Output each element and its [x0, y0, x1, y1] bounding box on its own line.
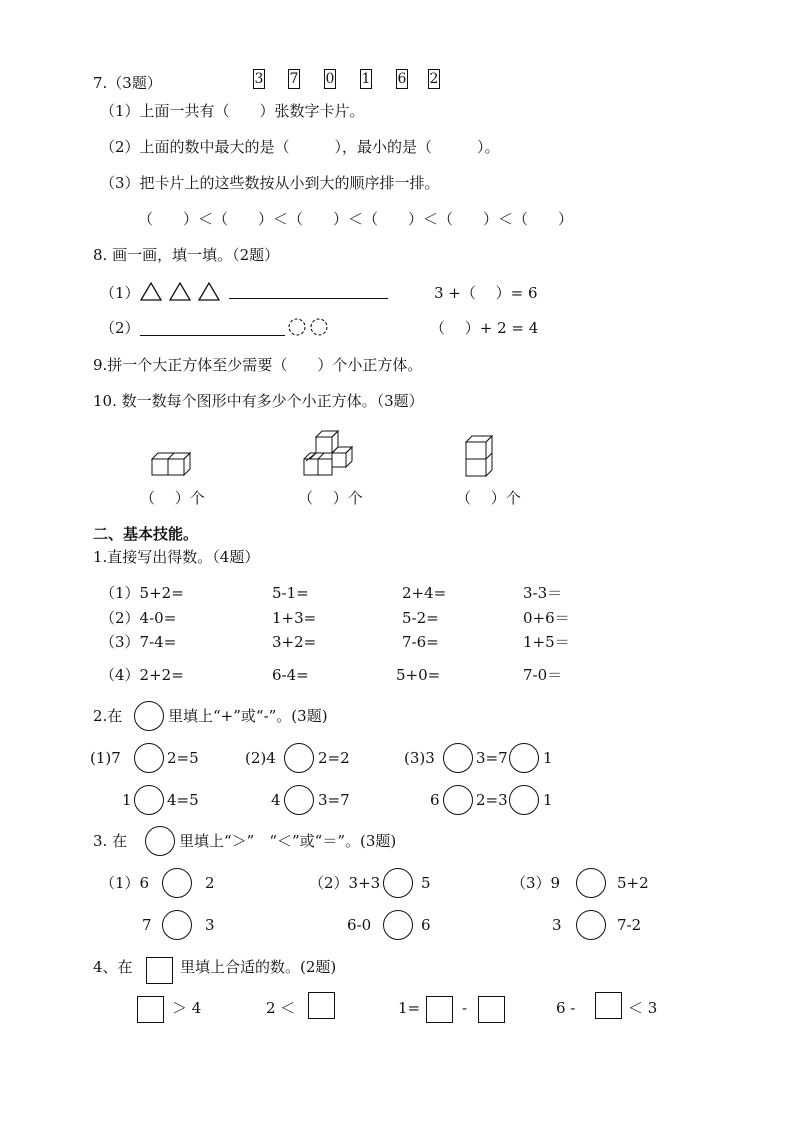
answer-circle[interactable]	[162, 868, 192, 898]
p1-heading: 1.直接写出得数。（4题）	[93, 548, 260, 566]
p3-heading-a: 3. 在	[93, 832, 128, 850]
p3-text: 2	[205, 874, 215, 892]
calc-item: （4）2+2=	[100, 666, 184, 684]
p3-text: （2）3+3	[309, 874, 381, 892]
p2-text: 1	[122, 791, 132, 809]
calc-item: 5+0=	[396, 666, 441, 684]
p2-heading-b: 里填上“+”或“-”。(3题)	[168, 707, 328, 725]
answer-circle[interactable]	[576, 868, 606, 898]
p3-text: 6-0	[347, 916, 372, 934]
answer-box[interactable]	[478, 996, 505, 1023]
q7-heading: 7.（3题）	[93, 74, 162, 92]
p3-text: 7-2	[617, 916, 642, 934]
calc-item: （3）7-4=	[100, 633, 177, 651]
digit-card: 7	[289, 71, 299, 87]
digit-card: 1	[361, 71, 371, 87]
answer-circle[interactable]	[383, 868, 413, 898]
q10-heading: 10. 数一数每个图形中有多少个小正方体。（3题）	[93, 392, 424, 410]
p2-text: 2=2	[318, 749, 350, 767]
p2-text: 4	[271, 791, 281, 809]
calc-item: 1+3=	[272, 609, 317, 627]
q7-sub1: （1）上面一共有（ ）张数字卡片。	[100, 102, 365, 120]
p3-text: 3	[205, 916, 215, 934]
p2-text: 6	[430, 791, 440, 809]
q8-row2-label: （2）	[100, 319, 140, 337]
answer-line[interactable]	[229, 298, 388, 299]
q8-eq1[interactable]: 3 +（ ）= 6	[434, 284, 538, 302]
calc-item: （2）4-0=	[100, 609, 177, 627]
p4-text: 6 -	[556, 999, 576, 1017]
q10-answer-3[interactable]: （ ）个	[456, 489, 521, 507]
triangles-icon	[140, 281, 222, 301]
answer-circle[interactable]	[162, 910, 192, 940]
p3-text: （1）6	[100, 874, 150, 892]
p2-text: (2)4	[245, 749, 276, 767]
answer-circle[interactable]	[509, 743, 539, 773]
digit-card: 6	[397, 71, 407, 87]
calc-item: 7-6=	[402, 633, 439, 651]
calc-item: 5-1=	[272, 584, 309, 602]
answer-box[interactable]	[426, 996, 453, 1023]
q8-heading: 8. 画一画，填一填。（2题）	[93, 246, 280, 264]
section2-title: 二、基本技能。	[93, 525, 199, 543]
answer-circle[interactable]	[509, 785, 539, 815]
p2-text: 2=5	[167, 749, 199, 767]
p4-text: -	[462, 999, 468, 1017]
p4-heading-a: 4、在	[93, 958, 133, 976]
digit-card: 3	[254, 71, 264, 87]
answer-box[interactable]	[137, 996, 164, 1023]
p2-text: 1	[543, 749, 553, 767]
p3-heading-b: 里填上“＞” “＜”或“＝”。(3题)	[179, 832, 397, 850]
p3-text: 5	[421, 874, 431, 892]
calc-item: 5-2=	[402, 609, 439, 627]
p4-text: ＜ 3	[628, 999, 658, 1017]
cube-figure-3-icon	[462, 434, 496, 480]
calc-item: 2+4=	[402, 584, 447, 602]
p4-text: 2 ＜	[266, 999, 296, 1017]
calc-item: 3-3＝	[523, 584, 563, 602]
answer-circle[interactable]	[383, 910, 413, 940]
calc-item: 6-4=	[272, 666, 309, 684]
sample-square	[146, 957, 173, 984]
q8-row1-label: （1）	[100, 284, 140, 302]
p3-text: 6	[421, 916, 431, 934]
p3-text: 3	[552, 916, 562, 934]
p4-text: 1=	[398, 999, 421, 1017]
answer-line[interactable]	[140, 335, 285, 336]
q9-text: 9.拼一个大正方体至少需要（ ）个小正方体。	[93, 356, 423, 374]
p4-text: ＞ 4	[172, 999, 202, 1017]
sample-circle	[145, 826, 175, 856]
p4-heading-b: 里填上合适的数。(2题)	[180, 958, 337, 976]
p2-text: (3)3	[404, 749, 435, 767]
answer-circle[interactable]	[576, 910, 606, 940]
digit-card: 2	[429, 71, 439, 87]
p2-text: 3=7	[318, 791, 350, 809]
calc-item: 1+5＝	[523, 633, 570, 651]
q7-sub2: （2）上面的数中最大的是（ ），最小的是（ ）。	[100, 138, 500, 156]
cube-figure-1-icon	[148, 448, 192, 480]
p2-text: 4=5	[167, 791, 199, 809]
p2-heading-a: 2.在	[93, 707, 123, 725]
calc-item: 0+6＝	[523, 609, 570, 627]
q7-sub3: （3）把卡片上的这些数按从小到大的顺序排一排。	[100, 174, 440, 192]
sample-circle	[134, 701, 164, 731]
q10-answer-1[interactable]: （ ）个	[140, 489, 205, 507]
calc-item: （1）5+2=	[100, 584, 184, 602]
answer-circle[interactable]	[443, 785, 473, 815]
answer-circle[interactable]	[134, 743, 164, 773]
p2-text: 3=7	[476, 749, 508, 767]
q10-answer-2[interactable]: （ ）个	[298, 489, 363, 507]
p3-text: （3）9	[511, 874, 561, 892]
answer-circle[interactable]	[443, 743, 473, 773]
digit-card: 0	[325, 71, 335, 87]
answer-circle[interactable]	[284, 743, 314, 773]
cube-figure-2-icon	[302, 430, 354, 480]
p2-text: 2=3	[476, 791, 508, 809]
dashed-circles-icon	[287, 318, 333, 338]
answer-circle[interactable]	[134, 785, 164, 815]
answer-circle[interactable]	[284, 785, 314, 815]
p2-text: 1	[543, 791, 553, 809]
p3-text: 7	[142, 916, 152, 934]
q8-eq2[interactable]: （ ）+ 2 = 4	[430, 319, 539, 337]
q7-order-line[interactable]: （ ）＜（ ）＜（ ）＜（ ）＜（ ）＜（ ）	[138, 210, 574, 228]
answer-box[interactable]	[595, 992, 622, 1019]
p3-text: 5+2	[617, 874, 649, 892]
calc-item: 7-0＝	[523, 666, 563, 684]
p2-text: (1)7	[90, 749, 121, 767]
calc-item: 3+2=	[272, 633, 317, 651]
answer-box[interactable]	[308, 992, 335, 1019]
